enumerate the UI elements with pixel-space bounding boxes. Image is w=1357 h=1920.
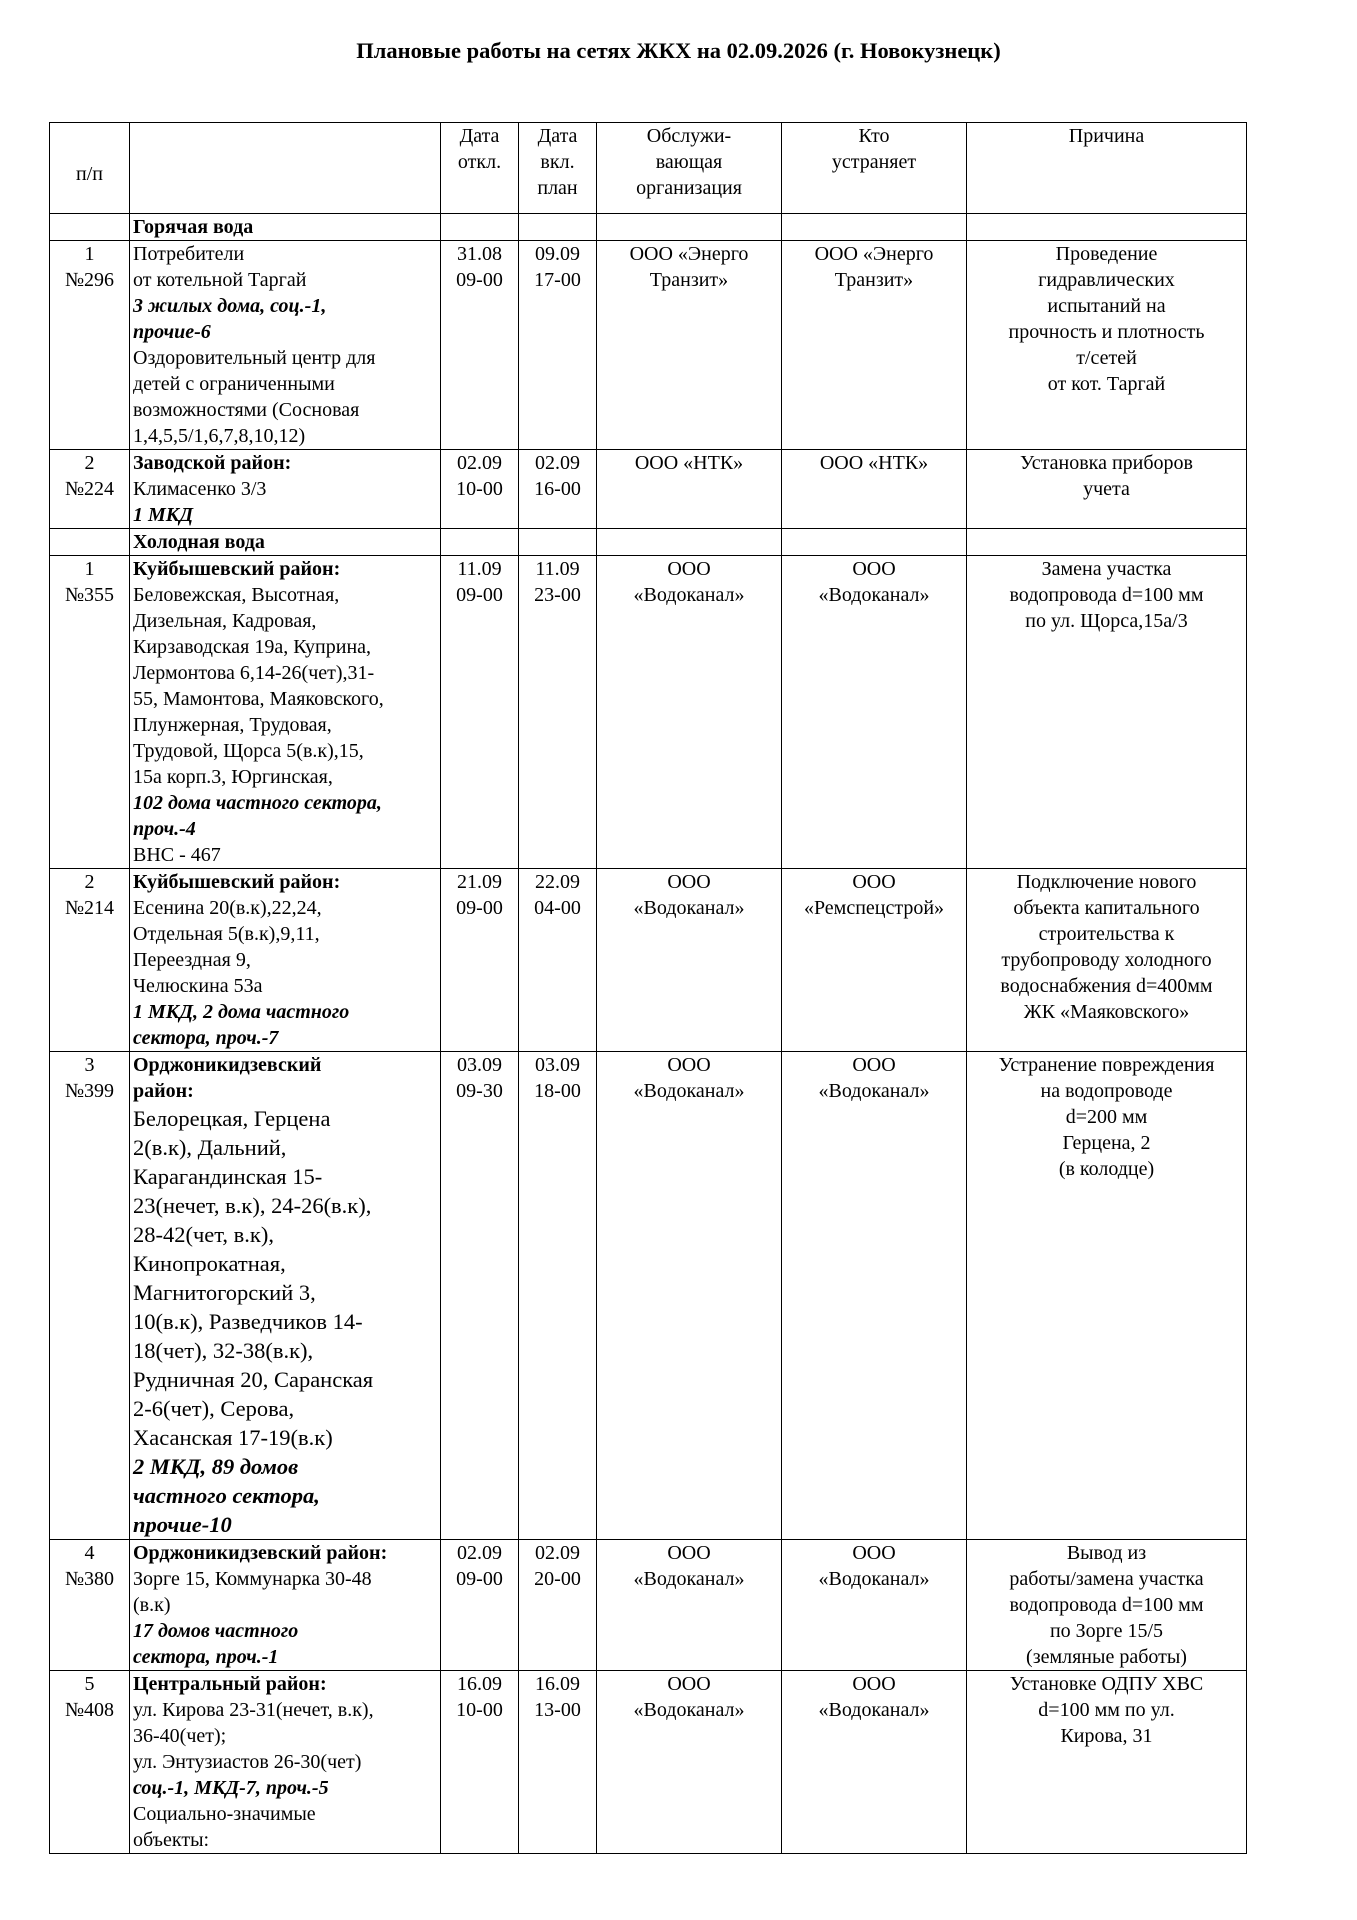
works-table xyxy=(49,122,1247,1854)
cell-line: 1 МКД xyxy=(133,504,194,526)
row-date-on xyxy=(519,556,597,869)
cell-line: 09.09 xyxy=(535,243,580,265)
row-date-off xyxy=(441,869,519,1052)
cell-line: «Водоканал» xyxy=(633,1699,745,1721)
cell-line: «Водоканал» xyxy=(633,584,745,606)
row-executor xyxy=(782,556,967,869)
cell-line: 11.09 xyxy=(457,558,502,580)
cell-line: частного сектора, xyxy=(133,1483,320,1508)
cell-line: 36-40(чет); xyxy=(133,1725,227,1747)
row-organization xyxy=(597,241,782,450)
cell-line: 10-00 xyxy=(456,478,503,500)
cell-line: 16.09 xyxy=(535,1673,580,1695)
cell-line: 2-6(чет), Серова, xyxy=(133,1396,295,1421)
header-date-off xyxy=(441,123,519,214)
cell-line: 21.09 xyxy=(457,871,502,893)
row-date-on xyxy=(519,869,597,1052)
cell-line: 02.09 xyxy=(457,452,502,474)
cell-line: 31.08 xyxy=(457,243,502,265)
cell-line: 102 дома частного сектора, xyxy=(133,792,382,814)
section-num-cell xyxy=(50,529,130,556)
cell-line: 28-42(чет, в.к), xyxy=(133,1222,274,1247)
header-executor xyxy=(782,123,967,214)
cell-line: ООО «НТК» xyxy=(819,452,929,474)
header-date-on xyxy=(519,123,597,214)
section-empty-cell xyxy=(441,214,519,241)
cell-line: прочие-10 xyxy=(133,1512,232,1537)
cell-line: испытаний на xyxy=(1047,295,1166,317)
cell-line: проч.-4 xyxy=(133,818,196,840)
row-organization xyxy=(597,1052,782,1540)
row-reason xyxy=(967,450,1247,529)
cell-line: на водопроводе xyxy=(1040,1080,1173,1102)
section-empty-cell xyxy=(967,214,1247,241)
cell-line: прочие-6 xyxy=(133,321,211,343)
table-row xyxy=(50,450,1247,529)
cell-line: ООО xyxy=(667,1054,711,1076)
row-date-off xyxy=(441,1052,519,1540)
header-text: устраняет xyxy=(831,151,917,173)
cell-line: сектора, проч.-7 xyxy=(133,1027,279,1049)
cell-line: 2(в.к), Дальний, xyxy=(133,1135,287,1160)
row-date-on xyxy=(519,450,597,529)
cell-line: Челюскина 53а xyxy=(133,975,263,997)
cell-line: Трудовой, Щорса 5(в.к),15, xyxy=(133,740,364,762)
cell-line: d=100 мм по ул. xyxy=(1038,1699,1175,1721)
row-reason xyxy=(967,1671,1247,1854)
row-date-on xyxy=(519,1540,597,1671)
cell-line: 4 xyxy=(84,1542,95,1564)
district-name: Заводской район: xyxy=(133,452,292,474)
cell-line: 09-00 xyxy=(456,1568,503,1590)
row-number xyxy=(50,1671,130,1854)
table-header-row xyxy=(50,123,1247,214)
cell-line: (земляные работы) xyxy=(1026,1646,1187,1668)
cell-line: d=200 мм xyxy=(1065,1106,1148,1128)
cell-line: 10(в.к), Разведчиков 14- xyxy=(133,1309,363,1334)
section-cold-water xyxy=(50,529,1247,556)
section-empty-cell xyxy=(519,529,597,556)
cell-line: «Водоканал» xyxy=(633,1080,745,1102)
row-number xyxy=(50,556,130,869)
cell-line: «Водоканал» xyxy=(818,1699,930,1721)
cell-line: Вывод из xyxy=(1066,1542,1147,1564)
cell-line: «Водоканал» xyxy=(818,1080,930,1102)
header-num: п/п xyxy=(50,123,130,214)
cell-line: 1 МКД, 2 дома частного xyxy=(133,1001,350,1023)
cell-line: 09-00 xyxy=(456,269,503,291)
table-row xyxy=(50,869,1247,1052)
cell-line: 16-00 xyxy=(534,478,581,500)
cell-line: (в колодце) xyxy=(1058,1158,1155,1180)
cell-line: Зорге 15, Коммунарка 30-48 xyxy=(133,1568,372,1590)
section-title: Горячая вода xyxy=(130,214,441,241)
row-date-on xyxy=(519,1052,597,1540)
cell-line: 5 xyxy=(84,1673,95,1695)
cell-line: Замена участка xyxy=(1041,558,1172,580)
cell-line: ООО xyxy=(667,871,711,893)
table-row xyxy=(50,1052,1247,1540)
cell-line: «Ремспецстрой» xyxy=(803,897,945,919)
row-organization xyxy=(597,450,782,529)
row-reason xyxy=(967,869,1247,1052)
row-date-off xyxy=(441,1671,519,1854)
cell-line: Рудничная 20, Саранская xyxy=(133,1367,374,1392)
section-title: Холодная вода xyxy=(130,529,441,556)
cell-line: 17 домов частного xyxy=(133,1620,299,1642)
cell-line: №380 xyxy=(64,1568,115,1590)
header-address xyxy=(130,123,441,214)
cell-line: (в.к) xyxy=(133,1594,171,1616)
cell-line: 3 жилых дома, соц.-1, xyxy=(133,295,327,317)
cell-line: 17-00 xyxy=(534,269,581,291)
row-address xyxy=(130,1052,441,1540)
section-empty-cell xyxy=(597,214,782,241)
cell-line: 03.09 xyxy=(457,1054,502,1076)
cell-line: учета xyxy=(1083,478,1130,500)
cell-line: ВНС - 467 xyxy=(133,844,221,866)
section-empty-cell xyxy=(441,529,519,556)
header-text: откл. xyxy=(457,151,502,173)
cell-line: ООО xyxy=(852,558,896,580)
cell-line: ООО xyxy=(852,1673,896,1695)
cell-line: 20-00 xyxy=(534,1568,581,1590)
header-text: Кто xyxy=(858,125,890,147)
header-reason: Причина xyxy=(967,123,1247,214)
row-executor xyxy=(782,1052,967,1540)
row-executor xyxy=(782,241,967,450)
cell-line: ООО xyxy=(667,1542,711,1564)
cell-line: Оздоровительный центр для xyxy=(133,347,376,369)
cell-line: 04-00 xyxy=(534,897,581,919)
header-text: план xyxy=(537,177,578,199)
cell-line: 03.09 xyxy=(535,1054,580,1076)
row-address xyxy=(130,869,441,1052)
cell-line: прочность и плотность xyxy=(1008,321,1205,343)
header-organization xyxy=(597,123,782,214)
header-text: вающая xyxy=(655,151,723,173)
cell-line: «Водоканал» xyxy=(818,584,930,606)
cell-line: 11.09 xyxy=(535,558,580,580)
cell-line: №296 xyxy=(64,269,115,291)
row-executor xyxy=(782,450,967,529)
cell-line: «Водоканал» xyxy=(818,1568,930,1590)
cell-line: 1 xyxy=(84,243,95,265)
row-date-off xyxy=(441,241,519,450)
cell-line: Установке ОДПУ ХВС xyxy=(1009,1673,1204,1695)
cell-line: Устранение повреждения xyxy=(998,1054,1215,1076)
cell-line: водопровода d=100 мм xyxy=(1009,1594,1204,1616)
row-address xyxy=(130,450,441,529)
cell-line: ул. Кирова 23-31(нечет, в.к), xyxy=(133,1699,374,1721)
cell-line: Отдельная 5(в.к),9,11, xyxy=(133,923,320,945)
cell-line: ООО «НТК» xyxy=(634,452,744,474)
cell-line: 23-00 xyxy=(534,584,581,606)
cell-line: 02.09 xyxy=(457,1542,502,1564)
cell-line: 1,4,5,5/1,6,7,8,10,12) xyxy=(133,425,306,447)
cell-line: 09-00 xyxy=(456,584,503,606)
row-address xyxy=(130,1540,441,1671)
cell-line: ООО xyxy=(667,1673,711,1695)
cell-line: по ул. Щорса,15а/3 xyxy=(1025,610,1188,632)
cell-line: ООО xyxy=(852,871,896,893)
cell-line: строительства к xyxy=(1038,923,1175,945)
cell-line: Климасенко 3/3 xyxy=(133,478,267,500)
cell-line: водоснабжения d=400мм xyxy=(1000,975,1213,997)
cell-line: трубопроводу холодного xyxy=(1001,949,1212,971)
cell-line: 3 xyxy=(84,1054,95,1076)
cell-line: ЖК «Маяковского» xyxy=(1023,1001,1190,1023)
table-row xyxy=(50,241,1247,450)
cell-line: Установка приборов xyxy=(1020,452,1193,474)
cell-line: по Зорге 15/5 xyxy=(1049,1620,1164,1642)
header-text: Обслужи- xyxy=(646,125,732,147)
table-row xyxy=(50,1671,1247,1854)
cell-line: 09-00 xyxy=(456,897,503,919)
cell-line: Беловежская, Высотная, xyxy=(133,584,340,606)
header-text: вкл. xyxy=(540,151,575,173)
cell-line: 15а корп.3, Юргинская, xyxy=(133,766,333,788)
cell-line: ООО «Энерго xyxy=(629,243,749,265)
cell-line: возможностями (Сосновая xyxy=(133,399,360,421)
district-name: Куйбышевский район: xyxy=(133,871,341,893)
section-empty-cell xyxy=(519,214,597,241)
row-date-off xyxy=(441,1540,519,1671)
cell-line: ООО xyxy=(852,1054,896,1076)
cell-line: детей с ограниченными xyxy=(133,373,335,395)
cell-line: соц.-1, МКД-7, проч.-5 xyxy=(133,1777,329,1799)
cell-line: ООО «Энерго xyxy=(814,243,934,265)
row-organization xyxy=(597,556,782,869)
cell-line: Плунжерная, Трудовая, xyxy=(133,714,332,736)
row-date-on xyxy=(519,1671,597,1854)
cell-line: Кирзаводская 19а, Куприна, xyxy=(133,636,372,658)
cell-line: работы/замена участка xyxy=(1009,1568,1204,1590)
district-name: Центральный район: xyxy=(133,1673,327,1695)
page-title: Плановые работы на сетях ЖКХ на 02.09.2026 (г. Новокузнецк) xyxy=(356,38,1001,63)
row-number xyxy=(50,869,130,1052)
cell-line: 18-00 xyxy=(534,1080,581,1102)
cell-line: Кирова, 31 xyxy=(1060,1725,1153,1747)
cell-line: Герцена, 2 xyxy=(1062,1132,1151,1154)
row-reason xyxy=(967,241,1247,450)
cell-line: №224 xyxy=(64,478,115,500)
district-name: Куйбышевский район: xyxy=(133,558,341,580)
cell-line: Транзит» xyxy=(834,269,914,291)
row-executor xyxy=(782,1671,967,1854)
cell-line: №355 xyxy=(64,584,115,606)
row-executor xyxy=(782,869,967,1052)
cell-line: Кинопрокатная, xyxy=(133,1251,286,1276)
cell-line: №214 xyxy=(64,897,115,919)
row-address xyxy=(130,241,441,450)
cell-line: «Водоканал» xyxy=(633,897,745,919)
cell-line: объекта капитального xyxy=(1013,897,1200,919)
row-date-off xyxy=(441,556,519,869)
cell-line: 09-30 xyxy=(456,1080,503,1102)
cell-line: Есенина 20(в.к),22,24, xyxy=(133,897,322,919)
cell-line: район: xyxy=(133,1080,194,1102)
row-number xyxy=(50,241,130,450)
cell-line: №408 xyxy=(64,1699,115,1721)
cell-line: т/сетей xyxy=(1076,347,1137,369)
cell-line: Хасанская 17-19(в.к) xyxy=(133,1425,333,1450)
section-empty-cell xyxy=(967,529,1247,556)
section-empty-cell xyxy=(782,214,967,241)
row-reason xyxy=(967,1052,1247,1540)
cell-line: 02.09 xyxy=(535,1542,580,1564)
row-organization xyxy=(597,869,782,1052)
row-date-on xyxy=(519,241,597,450)
cell-line: 1 xyxy=(84,558,95,580)
cell-line: объекты: xyxy=(133,1829,210,1851)
cell-line: водопровода d=100 мм xyxy=(1009,584,1204,606)
section-empty-cell xyxy=(782,529,967,556)
table-row xyxy=(50,556,1247,869)
cell-line: сектора, проч.-1 xyxy=(133,1646,279,1668)
cell-line: «Водоканал» xyxy=(633,1568,745,1590)
cell-line: Переездная 9, xyxy=(133,949,251,971)
cell-line: 02.09 xyxy=(535,452,580,474)
header-text: организация xyxy=(636,177,742,199)
cell-line: Транзит» xyxy=(649,269,729,291)
cell-line: Лермонтова 6,14-26(чет),31- xyxy=(133,662,375,684)
row-address xyxy=(130,556,441,869)
cell-line: от котельной Таргай xyxy=(133,269,307,291)
header-text: Дата xyxy=(459,125,500,147)
cell-line: Орджоникидзевский xyxy=(133,1054,322,1076)
cell-line: 2 МКД, 89 домов xyxy=(133,1454,299,1479)
cell-line: 2 xyxy=(84,452,95,474)
header-text: Дата xyxy=(537,125,578,147)
cell-line: 10-00 xyxy=(456,1699,503,1721)
cell-line: ООО xyxy=(667,558,711,580)
cell-line: 22.09 xyxy=(535,871,580,893)
cell-line: ул. Энтузиастов 26-30(чет) xyxy=(133,1751,362,1773)
cell-line: Проведение xyxy=(1055,243,1158,265)
cell-line: от кот. Таргай xyxy=(1047,373,1166,395)
cell-line: Дизельная, Кадровая, xyxy=(133,610,317,632)
row-number xyxy=(50,1052,130,1540)
table-row xyxy=(50,1540,1247,1671)
cell-line: 55, Мамонтова, Маяковского, xyxy=(133,688,384,710)
cell-line: Потребители xyxy=(133,243,245,265)
cell-line: 23(нечет, в.к), 24-26(в.к), xyxy=(133,1193,372,1218)
cell-line: 13-00 xyxy=(534,1699,581,1721)
row-address xyxy=(130,1671,441,1854)
cell-line: 18(чет), 32-38(в.к), xyxy=(133,1338,314,1363)
section-empty-cell xyxy=(597,529,782,556)
cell-line: Магнитогорский 3, xyxy=(133,1280,316,1305)
cell-line: Подключение нового xyxy=(1016,871,1197,893)
cell-line: Белорецкая, Герцена xyxy=(133,1106,331,1131)
cell-line: Социально-значимые xyxy=(133,1803,316,1825)
cell-line: 16.09 xyxy=(457,1673,502,1695)
row-organization xyxy=(597,1540,782,1671)
row-number xyxy=(50,450,130,529)
cell-line: 2 xyxy=(84,871,95,893)
row-number xyxy=(50,1540,130,1671)
row-executor xyxy=(782,1540,967,1671)
row-organization xyxy=(597,1671,782,1854)
row-reason xyxy=(967,556,1247,869)
section-num-cell xyxy=(50,214,130,241)
row-date-off xyxy=(441,450,519,529)
row-reason xyxy=(967,1540,1247,1671)
cell-line: №399 xyxy=(64,1080,115,1102)
cell-line: Карагандинская 15- xyxy=(133,1164,323,1189)
section-hot-water xyxy=(50,214,1247,241)
district-name: Орджоникидзевский район: xyxy=(133,1542,388,1564)
cell-line: гидравлических xyxy=(1038,269,1175,291)
cell-line: ООО xyxy=(852,1542,896,1564)
